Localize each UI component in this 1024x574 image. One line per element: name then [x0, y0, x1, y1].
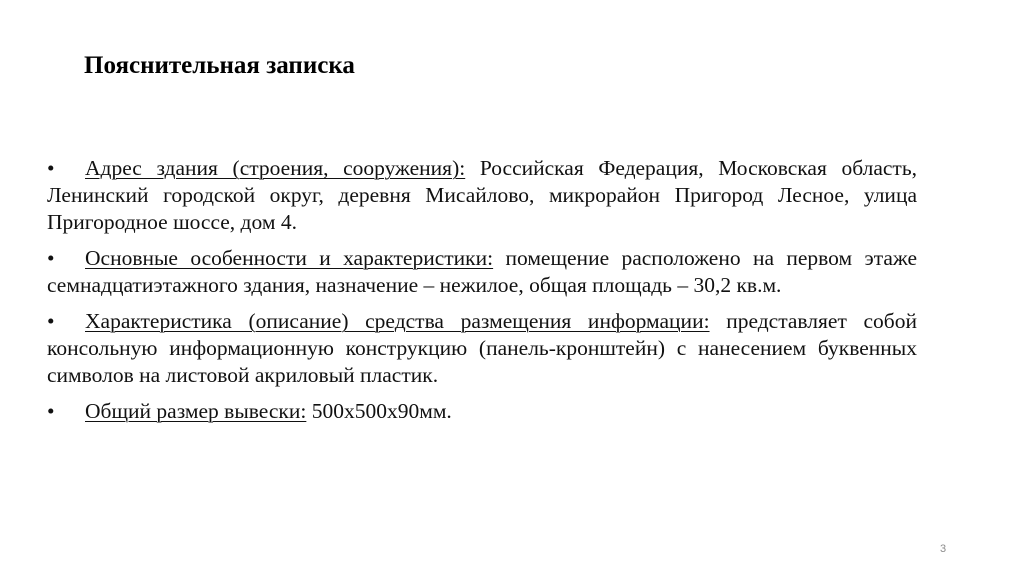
bullet-icon: •	[47, 156, 55, 180]
item-label: Общий размер вывески:	[85, 399, 307, 423]
list-item-features	[47, 245, 917, 299]
item-text: помещение расположено на первом этаже семнадцатиэтажного здания, назначение – нежилое, общая площадь – 30,2 кв.м.	[47, 246, 918, 297]
bullet-icon: •	[47, 399, 55, 423]
list-item-description	[47, 308, 917, 389]
bullet-list	[47, 155, 917, 434]
bullet-icon: •	[47, 246, 55, 270]
item-label: Адрес здания (строения, сооружения):	[85, 156, 466, 180]
item-label: Основные особенности и характеристики:	[85, 246, 494, 270]
item-text: Российская Федерация, Московская область, Ленинский городской округ, деревня Мисайлово, микрорайон Пригород Лесное, улица Пригородное шоссе, дом 4.	[47, 156, 918, 234]
bullet-icon: •	[47, 309, 55, 333]
item-text: представляет собой консольную информационную конструкцию (панель-кронштейн) с нанесением буквенных символов на листовой акриловый пластик.	[47, 309, 917, 387]
item-label: Характеристика (описание) средства размещения информации:	[85, 309, 710, 333]
item-text: 500x500x90мм.	[306, 399, 452, 423]
list-item-size	[47, 398, 917, 425]
slide-title: Пояснительная записка	[84, 52, 355, 79]
list-item-address	[47, 155, 917, 236]
page-number: 3	[940, 543, 947, 555]
